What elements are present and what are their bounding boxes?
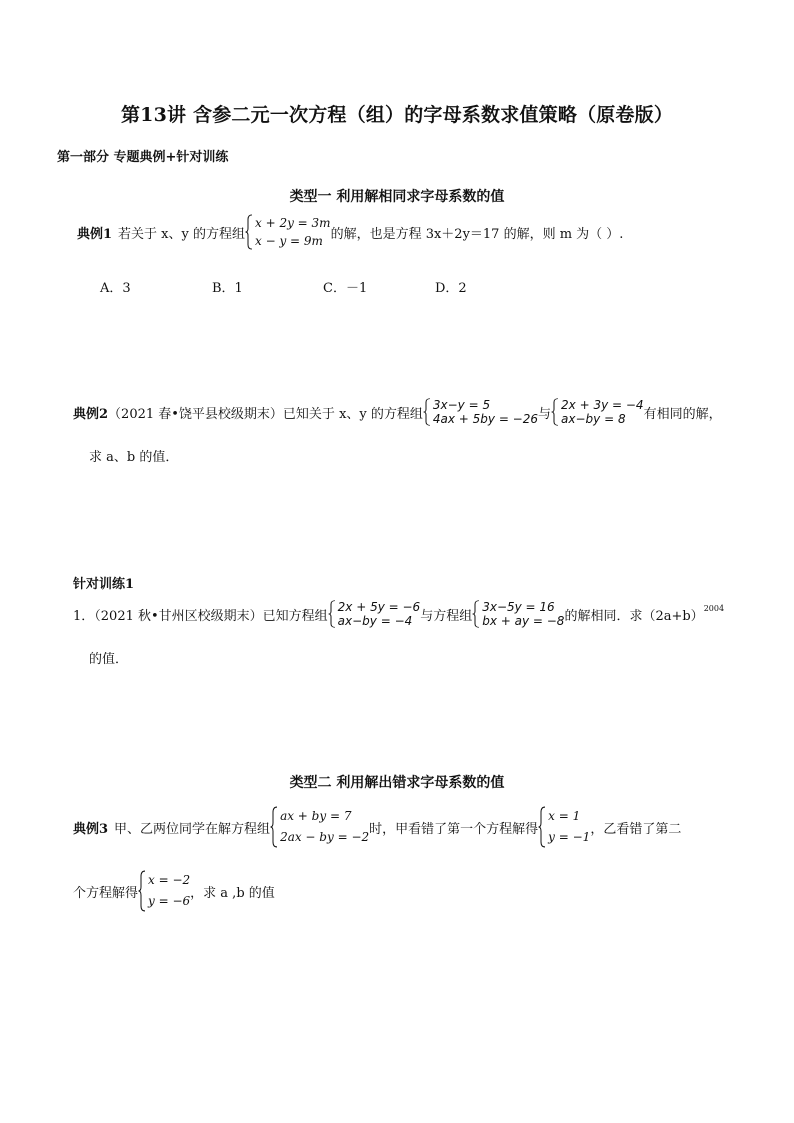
- option-c: C．－1: [323, 281, 368, 296]
- drill-1-label: 针对训练1: [73, 577, 135, 592]
- example-2-system-b-eq2: ax−by = 8: [561, 412, 626, 426]
- example-3-line2-pre: 个方程解得: [73, 885, 139, 901]
- example-2-system-b-eq1: 2x + 3y = −4: [561, 398, 644, 412]
- example-1-eq2: x − y = 9m: [255, 234, 323, 248]
- brace-icon: [423, 398, 431, 426]
- example-3-solution-a-y: y = −1: [548, 830, 591, 844]
- drill-1-system-b: [472, 600, 564, 628]
- option-a: A．3: [100, 281, 131, 296]
- example-3-line2-post: ，求 a ,b 的值: [190, 885, 275, 901]
- example-3-line2: [73, 870, 275, 912]
- type1-heading: 类型一 利用解相同求字母系数的值: [289, 189, 505, 205]
- example-2-label: 典例2: [73, 406, 109, 422]
- drill-1-line2: 的值．: [89, 652, 129, 667]
- example-3-solution-b: [138, 870, 190, 912]
- page-title: 第13讲 含参二元一次方程（组）的字母系数求值策略（原卷版）: [120, 104, 674, 126]
- brace-icon: [472, 600, 480, 628]
- example-3-solution-b-x: x = −2: [148, 873, 191, 887]
- drill-1-system-a-eq1: 2x + 5y = −6: [337, 600, 421, 614]
- option-b: B．1: [212, 281, 243, 296]
- example-3-solution-a: [538, 806, 590, 848]
- example-2-system-a-eq1: 3x−y = 5: [432, 398, 491, 412]
- part-heading: 第一部分 专题典例+针对训练: [57, 150, 229, 165]
- brace-icon: [245, 214, 253, 250]
- example-1-label: 典例1: [77, 226, 113, 242]
- example-3-text-pre: 甲、乙两位同学在解方程组: [114, 821, 271, 837]
- drill-1-system-b-eq2: bx + ay = −8: [482, 614, 565, 628]
- example-3-label: 典例3: [73, 821, 109, 837]
- example-3-text-post: ，乙看错了第二: [590, 821, 682, 837]
- example-3-eq2: 2ax − by = −2: [280, 830, 370, 844]
- drill-1-text-mid: 与方程组: [420, 608, 473, 624]
- example-2-text-pre: （2021 春•饶平县校级期末）已知关于 x、y 的方程组: [108, 406, 423, 422]
- example-1: [77, 214, 623, 250]
- example-3-system: [270, 806, 369, 848]
- example-1-system: [245, 214, 331, 250]
- example-2-text-post: 有相同的解，: [643, 406, 722, 422]
- example-3-text-mid: 时，甲看错了第一个方程解得: [369, 821, 539, 837]
- brace-icon: [270, 806, 278, 848]
- brace-icon: [138, 870, 146, 912]
- example-2-system-a: [423, 398, 538, 426]
- example-2-system-a-eq2: 4ax + 5by = −26: [432, 412, 539, 426]
- drill-1-text-pre: 1．（2021 秋•甘州区校级期末）已知方程组: [73, 608, 328, 624]
- example-3-solution-b-y: y = −6: [148, 894, 191, 908]
- example-1-eq1: x + 2y = 3m: [255, 216, 331, 230]
- example-1-text-pre: 若关于 x、y 的方程组: [118, 226, 245, 242]
- example-3: [73, 806, 681, 848]
- example-2-system-b: [551, 398, 644, 426]
- example-2: [73, 398, 722, 426]
- type2-heading: 类型二 利用解出错求字母系数的值: [289, 775, 505, 791]
- example-3-solution-a-x: x = 1: [548, 809, 581, 823]
- brace-icon: [328, 600, 336, 628]
- example-2-text-mid: 与: [538, 406, 552, 422]
- brace-icon: [538, 806, 546, 848]
- drill-1-exponent: 2004: [703, 603, 725, 613]
- option-d: D．2: [435, 281, 467, 296]
- drill-1-system-a: [328, 600, 421, 628]
- example-1-text-post: 的解，也是方程 3x＋2y＝17 的解，则 m 为（ ）.: [330, 226, 624, 242]
- drill-1-text-post: 的解相同．求（2a+b）: [564, 608, 704, 624]
- example-2-line2: 求 a、b 的值．: [89, 450, 179, 465]
- example-3-eq1: ax + by = 7: [280, 809, 352, 823]
- drill-1-system-a-eq2: ax−by = −4: [337, 614, 413, 628]
- drill-1-system-b-eq1: 3x−5y = 16: [482, 600, 555, 614]
- drill-1-question: [73, 600, 724, 628]
- brace-icon: [551, 398, 559, 426]
